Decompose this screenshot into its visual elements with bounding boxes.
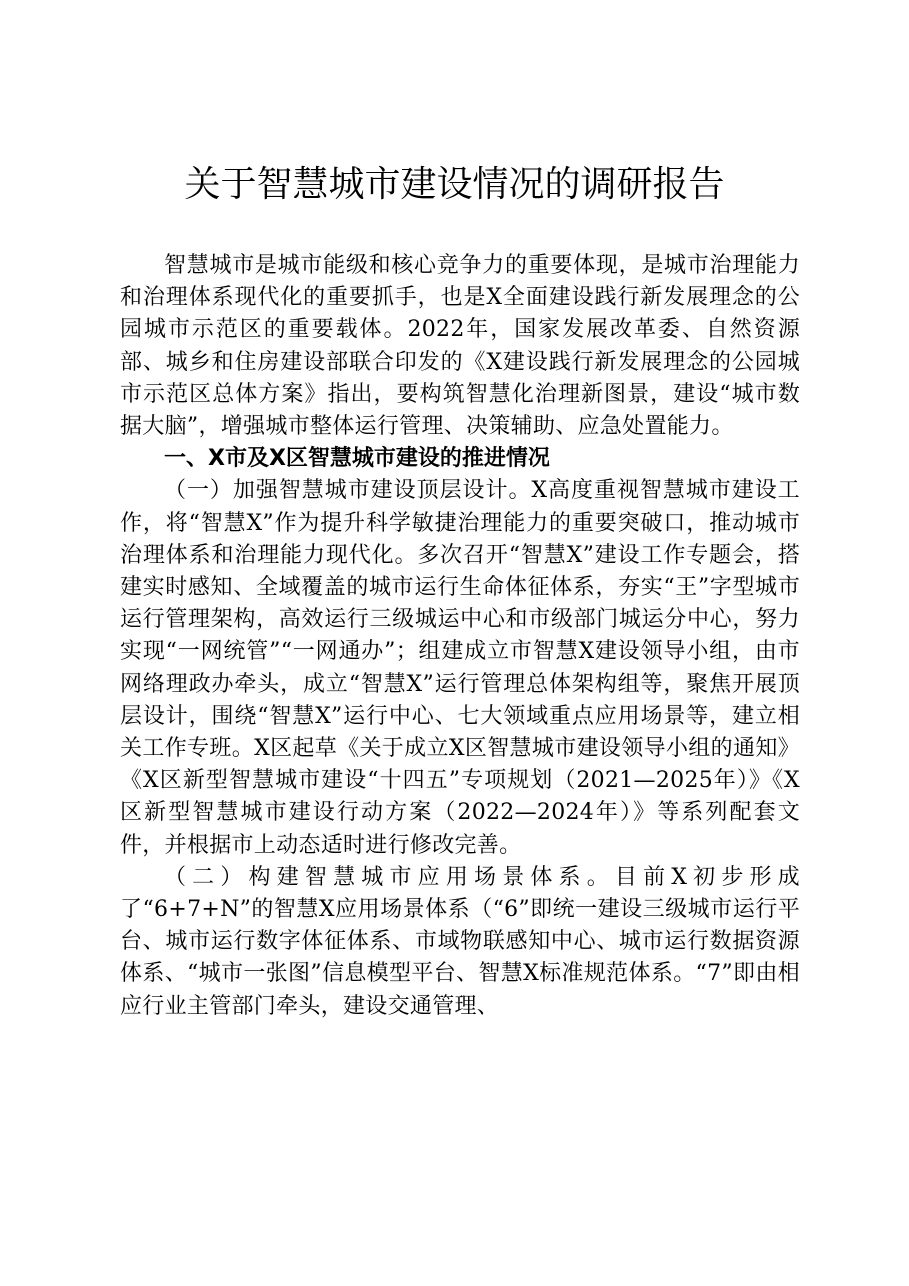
section-heading: 一、X市及X区智慧城市建设的推进情况 [164, 446, 550, 472]
intro-paragraph: 智慧城市是城市能级和核心竞争力的重要体现，是城市治理能力和治理体系现代化的重要抓手，也是X全面建设践行新发展理念的公园城市示范区的重要载体。2022年，国家发展改革委、自然资源部、城乡和住房建设部联合印发的《X建设践行新发展理念的公园城市示范区总体方案》指出，要构筑智慧化治理新图景，建设“城市数据大脑”，增强城市整体运行管理、决策辅助、应急处置能力。 [120, 253, 800, 440]
section-paragraph: （二）构建智慧城市应用场景体系。目前X初步形成了“6+7+N”的智慧X应用场景体系（“6”即统一建设三级城市运行平台、城市运行数字体征体系、市域物联感知中心、城市运行数据资源体系、“城市一张图”信息模型平台、智慧X标准规范体系。“7”即由相应行业主管部门牵头，建设交通管理、 [120, 864, 800, 1019]
section-paragraph: （一）加强智慧城市建设顶层设计。X高度重视智慧城市建设工作，将“智慧X”作为提升科学敏捷治理能力的重要突破口，推动城市治理体系和治理能力现代化。多次召开“智慧X”建设工作专题会，搭建实时感知、全域覆盖的城市运行生命体征体系，夯实“王”字型城市运行管理架构，高效运行三级城运中心和市级部门城运分中心，努力实现“一网统管”“一网通办”；组建成立市智慧X建设领导小组，由市网络理政办牵头，成立“智慧X”运行管理总体架构组等，聚焦开展顶层设计，围绕“智慧X”运行中心、七大领域重点应用场景等，建立相关工作专班。X区起草《关于成立X区智慧城市建设领导小组的通知》《X区新型智慧城市建设“十四五”专项规划（2021—2025年）》《X区新型智慧城市建设行动方案（2022—2024年）》等系列配套文件，并根据市上动态适时进行修改完善。 [120, 478, 800, 858]
document-body [120, 250, 800, 1023]
document-title: 关于智慧城市建设情况的调研报告 [184, 164, 725, 205]
